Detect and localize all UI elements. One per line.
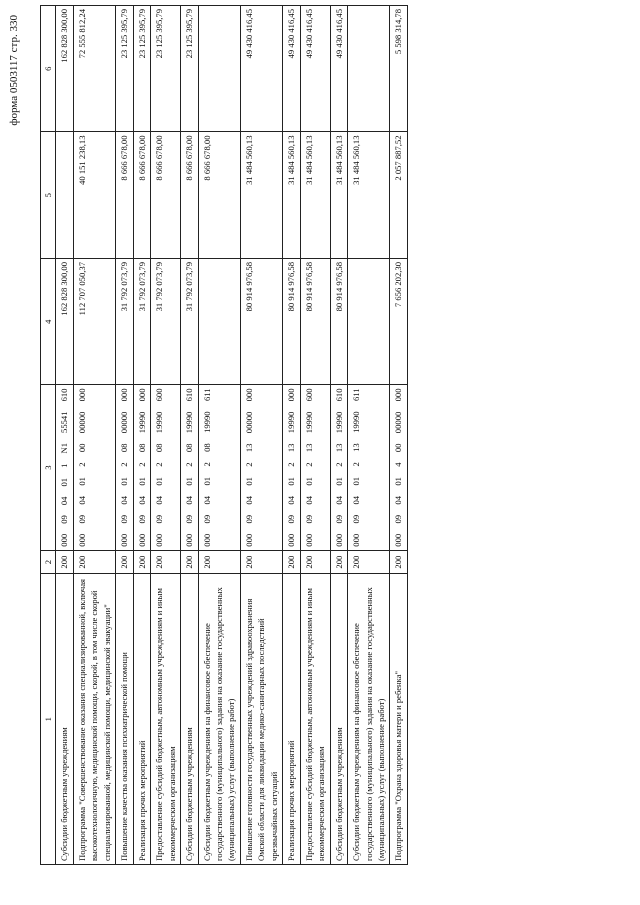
amount-c5: [56, 132, 73, 258]
table-row: [283, 6, 300, 865]
amount-c6: 49 430 416,45: [300, 6, 330, 133]
row-name: Предоставление субсидий бюджетным, автономным учреждениям и иным некоммерческим организациям: [151, 574, 181, 865]
code-segment: 00000: [243, 411, 254, 434]
code-segment: 01: [119, 477, 130, 486]
row-budget-code: [390, 385, 407, 550]
column-header: 3: [41, 385, 56, 550]
code-segment: 09: [243, 514, 254, 524]
column-header: 5: [41, 132, 56, 258]
code-segment: 000: [201, 533, 212, 547]
amount-c6: [198, 6, 240, 133]
code-segment: 000: [333, 533, 344, 547]
amount-c6: 23 125 395,79: [116, 6, 133, 133]
table-row: [198, 6, 240, 865]
row-line-code: 200: [300, 550, 330, 574]
row-line-code: 200: [390, 550, 407, 574]
code-segment: 09: [154, 514, 165, 524]
code-segment: 01: [286, 477, 297, 486]
code-segment: 09: [184, 514, 195, 524]
code-segment: 01: [136, 477, 147, 486]
code-segment: 01: [184, 477, 195, 486]
amount-c4: [348, 258, 390, 384]
table-row: [73, 6, 115, 865]
row-budget-code: [56, 385, 73, 550]
amount-c5: 40 151 238,13: [73, 132, 115, 258]
code-segment: 2: [303, 462, 314, 467]
row-name: Подпрограмма "Охрана здоровья матери и ребенка": [390, 574, 407, 865]
code-segment: 000: [76, 388, 87, 402]
code-segment: 04: [119, 495, 130, 505]
row-name: Субсидии бюджетным учреждениям на финансовое обеспечение государственного (муниципального) задания на оказание государственных (муниципальных) услуг (выполнение работ): [348, 574, 390, 865]
code-segment: 2: [136, 462, 147, 467]
code-segment: 13: [333, 443, 344, 453]
amount-c4: 112 707 050,37: [73, 258, 115, 384]
amount-c6: [348, 6, 390, 133]
code-segment: 2: [201, 462, 212, 467]
column-header: 2: [41, 550, 56, 574]
amount-c6: 72 555 812,24: [73, 6, 115, 133]
code-segment: 19990: [286, 411, 297, 434]
amount-c4: 31 792 073,79: [133, 258, 150, 384]
amount-c4: 80 914 976,58: [330, 258, 347, 384]
column-number-row: [41, 6, 56, 865]
table-row: [181, 6, 198, 865]
code-segment: 1: [59, 463, 70, 468]
code-segment: 01: [393, 477, 404, 486]
amount-c5: 8 666 678,00: [116, 132, 133, 258]
code-segment: 000: [184, 533, 195, 547]
code-segment: 04: [351, 495, 362, 505]
code-segment: 2: [76, 462, 87, 467]
table-row: [240, 6, 282, 865]
row-budget-code: [348, 385, 390, 550]
code-segment: 01: [201, 476, 212, 486]
table-row: [116, 6, 133, 865]
code-segment: 611: [201, 388, 212, 402]
amount-c5: 31 484 560,13: [330, 132, 347, 258]
row-name: Реализация прочих мероприятий: [283, 574, 300, 865]
code-segment: 000: [393, 533, 404, 547]
code-segment: 08: [119, 443, 130, 453]
code-segment: 01: [303, 477, 314, 486]
code-segment: 00: [76, 443, 87, 453]
code-segment: 01: [154, 477, 165, 486]
column-header: 6: [41, 6, 56, 133]
amount-c6: 23 125 395,79: [151, 6, 181, 133]
code-segment: 09: [286, 514, 297, 524]
row-name: Субсидии бюджетным учреждениям: [56, 574, 73, 865]
code-segment: 19990: [351, 411, 362, 433]
code-segment: 19990: [184, 411, 195, 434]
code-segment: 09: [333, 514, 344, 524]
row-budget-code: [73, 385, 115, 550]
code-segment: 13: [243, 443, 254, 453]
code-segment: 09: [119, 514, 130, 524]
code-segment: 04: [393, 495, 404, 505]
row-line-code: 200: [240, 550, 282, 574]
row-line-code: 200: [181, 550, 198, 574]
code-segment: 19990: [303, 411, 314, 434]
code-segment: 13: [286, 443, 297, 453]
row-line-code: 200: [348, 550, 390, 574]
code-segment: 04: [286, 495, 297, 505]
form-number-label: форма 0503117 стр. 330: [8, 15, 20, 126]
code-segment: 09: [393, 514, 404, 524]
row-budget-code: [133, 385, 150, 550]
table-row: [348, 6, 390, 865]
row-line-code: 200: [198, 550, 240, 574]
code-segment: 04: [333, 495, 344, 505]
table-row: [390, 6, 407, 865]
row-line-code: 200: [116, 550, 133, 574]
amount-c5: 31 484 560,13: [240, 132, 282, 258]
row-budget-code: [181, 385, 198, 550]
code-segment: 000: [76, 533, 87, 547]
code-segment: 19990: [201, 411, 212, 433]
code-segment: 01: [243, 477, 254, 486]
code-segment: 01: [351, 476, 362, 486]
code-segment: 2: [286, 462, 297, 467]
code-segment: 04: [154, 495, 165, 505]
code-segment: 08: [136, 443, 147, 453]
row-name: Субсидии бюджетным учреждениям: [181, 574, 198, 865]
row-budget-code: [116, 385, 133, 550]
code-segment: 01: [59, 477, 70, 487]
budget-table: [40, 5, 408, 865]
code-segment: 000: [286, 388, 297, 402]
code-segment: 04: [201, 495, 212, 505]
code-segment: 04: [184, 495, 195, 505]
row-line-code: 200: [151, 550, 181, 574]
code-segment: 00000: [76, 411, 87, 434]
code-segment: 00: [393, 443, 404, 453]
code-segment: 000: [303, 533, 314, 547]
code-segment: 09: [303, 514, 314, 524]
code-segment: 09: [351, 514, 362, 524]
code-segment: 09: [201, 514, 212, 524]
code-segment: 000: [136, 388, 147, 402]
code-segment: 610: [184, 388, 195, 402]
row-budget-code: [151, 385, 181, 550]
amount-c5: 8 666 678,00: [151, 132, 181, 258]
amount-c4: 7 656 202,30: [390, 258, 407, 384]
row-budget-code: [198, 385, 240, 550]
code-segment: 01: [76, 477, 87, 486]
code-segment: 04: [59, 496, 70, 506]
code-segment: 000: [119, 388, 130, 402]
table-row: [300, 6, 330, 865]
amount-c6: 162 828 300,00: [56, 6, 73, 133]
code-segment: 610: [333, 388, 344, 402]
amount-c5: 2 057 887,52: [390, 132, 407, 258]
code-segment: 19990: [154, 411, 165, 434]
amount-c5: 31 484 560,13: [283, 132, 300, 258]
amount-c5: 8 666 678,00: [133, 132, 150, 258]
row-line-code: 200: [56, 550, 73, 574]
amount-c6: 49 430 416,45: [240, 6, 282, 133]
amount-c5: 31 484 560,13: [300, 132, 330, 258]
code-segment: 55541: [59, 411, 70, 433]
code-segment: 600: [154, 388, 165, 402]
column-header: 4: [41, 258, 56, 384]
table-row: [330, 6, 347, 865]
code-segment: 611: [351, 388, 362, 402]
amount-c4: 31 792 073,79: [181, 258, 198, 384]
row-budget-code: [330, 385, 347, 550]
row-line-code: 200: [73, 550, 115, 574]
code-segment: 19990: [136, 411, 147, 434]
code-segment: 000: [351, 533, 362, 547]
code-segment: 000: [119, 533, 130, 547]
code-segment: 01: [333, 477, 344, 486]
row-name: Реализация прочих мероприятий: [133, 574, 150, 865]
amount-c6: 49 430 416,45: [283, 6, 300, 133]
row-name: Субсидии бюджетным учреждениям на финансовое обеспечение государственного (муниципального) задания на оказание государственных (муниципальных) услуг (выполнение работ): [198, 574, 240, 865]
code-segment: 19990: [333, 411, 344, 434]
row-name: Повышение готовности государственных учреждений здравоохранения Омской области для ликвидации медико-санитарных последствий чрезвычайных ситуаций: [240, 574, 282, 865]
code-segment: 2: [243, 462, 254, 467]
table-row: [133, 6, 150, 865]
amount-c5: 8 666 678,00: [198, 132, 240, 258]
amount-c4: [198, 258, 240, 384]
row-name: Субсидии бюджетным учреждениям: [330, 574, 347, 865]
row-name: Повышение качества оказания психиатрической помощи: [116, 574, 133, 865]
code-segment: 600: [303, 388, 314, 402]
row-line-code: 200: [133, 550, 150, 574]
amount-c6: 23 125 395,79: [133, 6, 150, 133]
code-segment: 04: [243, 495, 254, 505]
code-segment: 13: [303, 443, 314, 453]
row-line-code: 200: [330, 550, 347, 574]
code-segment: 04: [303, 495, 314, 505]
code-segment: 00000: [393, 411, 404, 434]
code-segment: 04: [136, 495, 147, 505]
amount-c6: 49 430 416,45: [330, 6, 347, 133]
amount-c4: 31 792 073,79: [116, 258, 133, 384]
amount-c6: 5 598 314,78: [390, 6, 407, 133]
code-segment: 610: [59, 388, 70, 402]
code-segment: 000: [154, 533, 165, 547]
row-name: Подпрограмма "Совершенствование оказания специализированной, включая высокотехнологичную, медицинской помощи, скорой, в том числе скорой специализированной, медицинской помощи, медицинской эвакуации": [73, 574, 115, 865]
amount-c5: 31 484 560,13: [348, 132, 390, 258]
code-segment: 13: [351, 443, 362, 452]
amount-c4: 80 914 976,58: [300, 258, 330, 384]
amount-c6: 23 125 395,79: [181, 6, 198, 133]
code-segment: 000: [136, 533, 147, 547]
code-segment: 08: [154, 443, 165, 453]
code-segment: 09: [59, 515, 70, 524]
code-segment: 2: [184, 462, 195, 467]
table-row: [151, 6, 181, 865]
table-row: [56, 6, 73, 865]
code-segment: 4: [393, 462, 404, 467]
code-segment: 2: [333, 462, 344, 467]
code-segment: 09: [136, 514, 147, 524]
amount-c4: 80 914 976,58: [240, 258, 282, 384]
code-segment: N1: [59, 443, 70, 454]
amount-c4: 162 828 300,00: [56, 258, 73, 384]
column-header: 1: [41, 574, 56, 865]
code-segment: 09: [76, 514, 87, 524]
code-segment: 08: [184, 443, 195, 453]
row-line-code: 200: [283, 550, 300, 574]
code-segment: 2: [154, 462, 165, 467]
amount-c4: 80 914 976,58: [283, 258, 300, 384]
code-segment: 000: [286, 533, 297, 547]
row-budget-code: [240, 385, 282, 550]
code-segment: 000: [393, 388, 404, 402]
code-segment: 00000: [119, 411, 130, 434]
amount-c5: 8 666 678,00: [181, 132, 198, 258]
code-segment: 000: [59, 533, 70, 547]
row-name: Предоставление субсидий бюджетным, автономным учреждениям и иным некоммерческим организациям: [300, 574, 330, 865]
code-segment: 2: [119, 462, 130, 467]
row-budget-code: [300, 385, 330, 550]
code-segment: 04: [76, 495, 87, 505]
amount-c4: 31 792 073,79: [151, 258, 181, 384]
code-segment: 000: [243, 388, 254, 402]
table-body: [56, 6, 407, 865]
code-segment: 2: [351, 462, 362, 467]
code-segment: 000: [243, 533, 254, 547]
code-segment: 08: [201, 443, 212, 452]
row-budget-code: [283, 385, 300, 550]
